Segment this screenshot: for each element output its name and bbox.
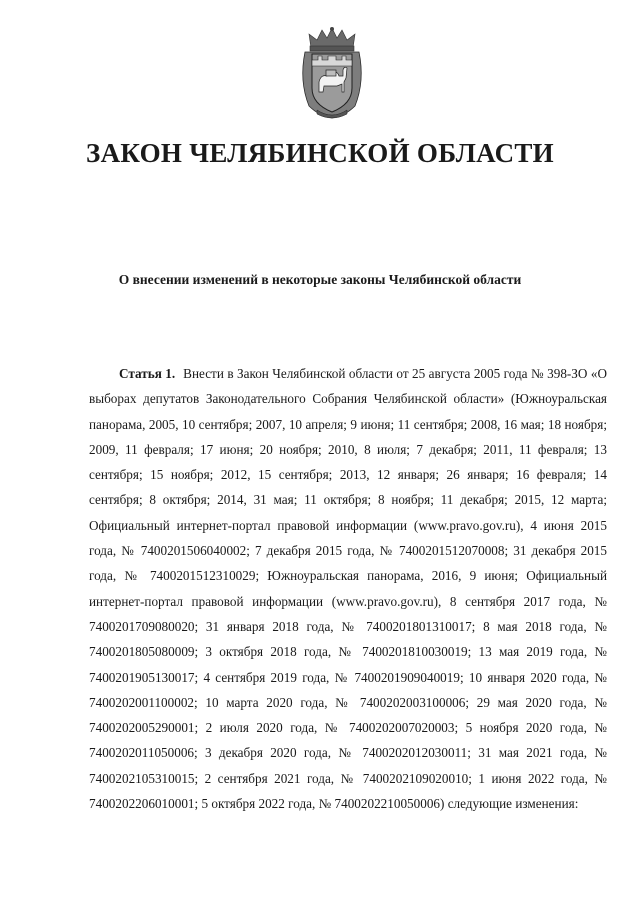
law-subtitle: О внесении изменений в некоторые законы Челябинской области — [118, 272, 522, 287]
law-title: ЗАКОН ЧЕЛЯБИНСКОЙ ОБЛАСТИ — [86, 138, 554, 168]
coat-of-arms-icon — [297, 26, 367, 120]
article-label: Статья 1. — [119, 366, 176, 381]
article-paragraph — [89, 361, 607, 816]
article-text: Внести в Закон Челябинской области от 25 августа 2005 года № 398-ЗО «О выборах депутатов Законодательного Собрания Челябинской области» (Южноуральская панорама, 2005, 10 сентября; 2007, 10 апреля; 9 июня; 11 сентября; 2008, 16 мая; 18 ноября; 2009, 11 февраля; 17 июня; 20 ноября; 2010, 8 июля; 7 декабря; 2011, 11 февраля; 13 сентября; 15 ноября; 2012, 15 сентября; 2013, 12 января; 26 января; 16 февраля; 14 сентября; 8 октября; 2014, 31 мая; 11 октября; 8 ноября; 11 декабря; 2015, 12 марта; Официальный интернет-портал правовой информации (www.pravo.gov.ru), 4 июня 2015 года, № 7400201506040002; 7 декабря 2015 года, № 7400201512070008; 31 декабря 2015 года, № 7400201512310029; Южноуральская панорама, 2016, 9 июня; Официальный интернет-портал правовой информации (www.pravo.gov.ru), 8 сентября 2017 года, № 7400201709080020; 31 января 2018 года, № 7400201801310017; 8 мая 2018 года, № 7400201805080009; 3 октября 2018 года, № 7400201810030019; 13 мая 2019 года, № 7400201905130017; 4 сентября 2019 года, № 7400201909040019; 10 января 2020 года, № 7400202001100002; 10 марта 2020 года, № 7400202003100006; 29 мая 2020 года, № 7400202005290001; 2 июля 2020 года, № 7400202007020003; 5 ноября 2020 года, № 7400202011050006; 3 декабря 2020 года, № 7400202012030011; 31 мая 2021 года, № 7400202105310015; 2 сентября 2021 года, № 7400202109020010; 1 июня 2022 года, № 7400202206010001; 5 октября 2022 года, № 7400202210050006) следующие изменения: — [89, 366, 607, 812]
